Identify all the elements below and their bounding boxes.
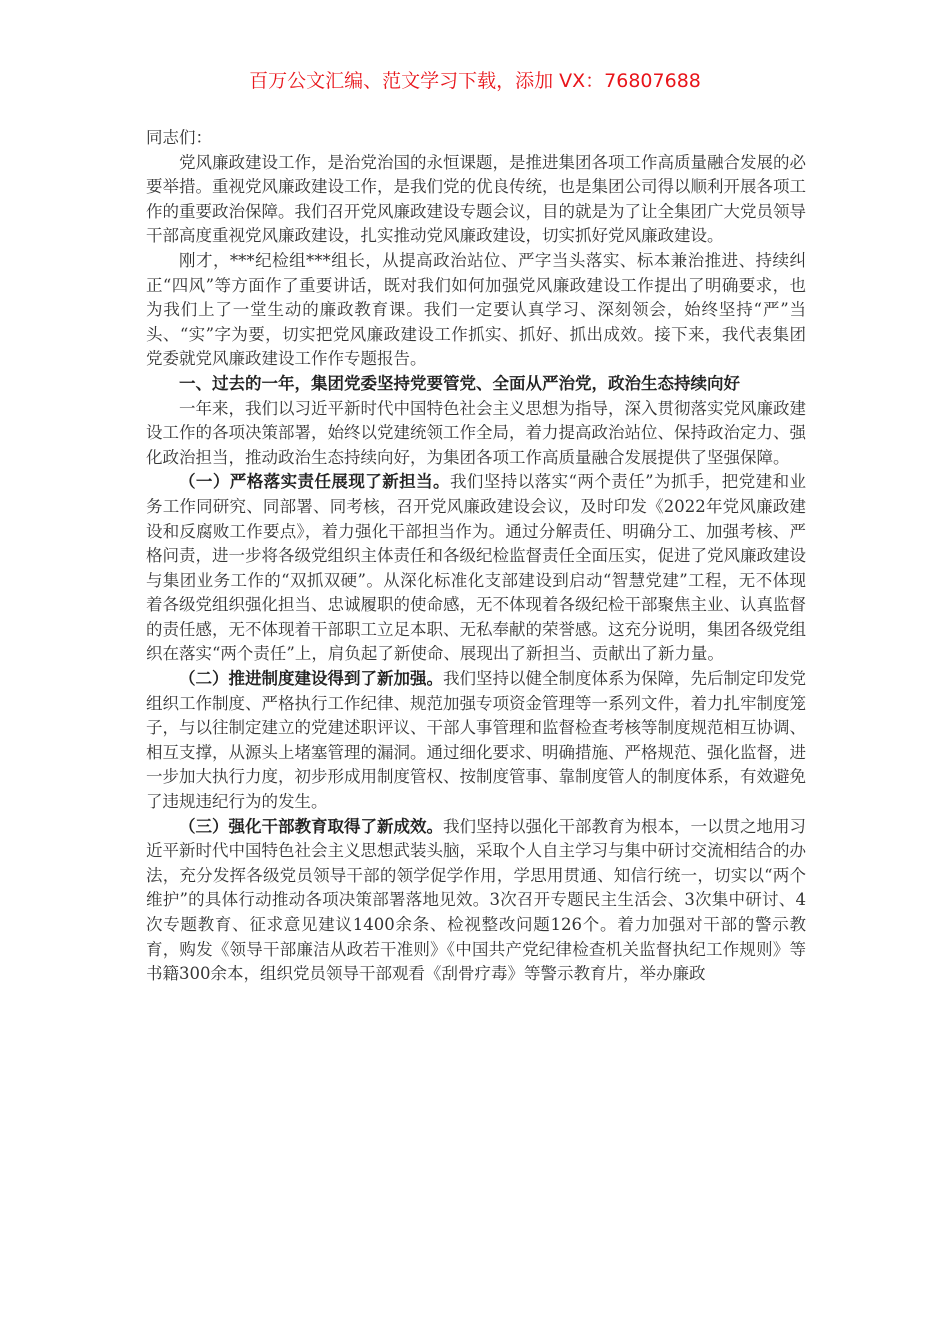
subsection-2-lead: （二）推进制度建设得到了新加强。: [179, 669, 443, 689]
section-heading-1: 一、过去的一年，集团党委坚持党要管党、全面从严治党，政治生态持续向好: [179, 373, 740, 393]
subsection-1: [146, 470, 806, 667]
subsection-1-lead: （一）严格落实责任展现了新担当。: [179, 472, 450, 492]
subsection-2-text: 我们坚持以健全制度体系为保障，先后制定印发党组织工作制度、严格执行工作纪律、规范加强专项资金管理等一系列文件，着力扎牢制度笼子，与以往制定建立的党建述职评议、干部人事管理和监督检查考核等制度规范相互协调、相互支撑，从源头上堵塞管理的漏洞。通过细化要求、明确措施、严格规范、强化监督，进一步加大执行力度，初步形成用制度管权、按制度管事、靠制度管人的制度体系，有效避免了违规违纪行为的发生。: [146, 669, 806, 812]
paragraph-intro-2: 刚才，***纪检组***组长，从提高政治站位、严字当头落实、标本兼治推进、持续纠正“四风”等方面作了重要讲话，既对我们如何加强党风廉政建设工作提出了明确要求，也为我们上了一堂生动的廉政教育课。我们一定要认真学习、深刻领会，始终坚持“严”当头、“实”字为要，切实把党风廉政建设工作抓实、抓好、抓出成效。接下来，我代表集团党委就党风廉政建设工作作专题报告。: [146, 250, 806, 369]
salutation: 同志们：: [146, 128, 212, 147]
paragraph-intro-1: 党风廉政建设工作，是治党治国的永恒课题，是推进集团各项工作高质量融合发展的必要举措。重视党风廉政建设工作，是我们党的优良传统，也是集团公司得以顺利开展各项工作的重要政治保障。我们召开党风廉政建设专题会议，目的就是为了让全集团广大党员领导干部高度重视党风廉政建设，扎实推动党风廉政建设，切实抓好党风廉政建设。: [146, 152, 806, 246]
section1-intro: 一年来，我们以习近平新时代中国特色社会主义思想为指导，深入贯彻落实党风廉政建设工作的各项决策部署，始终以党建统领工作全局，着力提高政治站位、保持政治定力、强化政治担当，推动政治生态持续向好，为集团各项工作高质量融合发展提供了坚强保障。: [146, 398, 806, 467]
document-body: [146, 126, 806, 987]
promo-header: 百万公文汇编、范文学习下载，添加 VX：76807688: [249, 70, 701, 92]
subsection-3-text: 我们坚持以强化干部教育为根本，一以贯之地用习近平新时代中国特色社会主义思想武装头脑，采取个人自主学习与集中研讨交流相结合的办法，充分发挥各级党员领导干部的领学促学作用，学思用贯通、知信行统一，切实以“两个维护”的具体行动推动各项决策部署落地见效。3次召开专题民主生活会、3次集中研讨、4次专题教育、征求意见建议1400余条、检视整改问题126个。着力加强对干部的警示教育，购发《领导干部廉洁从政若干准则》《中国共产党纪律检查机关监督执纪工作规则》等书籍300余本，组织党员领导干部观看《刮骨疗毒》等警示教育片，举办廉政: [146, 816, 806, 984]
subsection-3: [146, 815, 806, 987]
subsection-1-text: 我们坚持以落实“两个责任”为抓手，把党建和业务工作同研究、同部署、同考核，召开党风廉政建设会议，及时印发《2022年党风廉政建设和反腐败工作要点》，着力强化干部担当作为。通过分解责任、明确分工、加强考核、严格问责，进一步将各级党组织主体责任和各级纪检监督责任全面压实，促进了党风廉政建设与集团业务工作的“双抓双硬”。从深化标准化支部建设到启动“智慧党建”工程，无不体现着各级党组织强化担当、忠诚履职的使命感，无不体现着各级纪检干部聚焦主业、认真监督的责任感，无不体现着干部职工立足本职、无私奉献的荣誉感。这充分说明，集团各级党组织在落实“两个责任”上，肩负起了新使命、展现出了新担当、贡献出了新力量。: [146, 472, 807, 664]
subsection-3-lead: （三）强化干部教育取得了新成效。: [179, 816, 443, 836]
subsection-2: [146, 667, 806, 815]
